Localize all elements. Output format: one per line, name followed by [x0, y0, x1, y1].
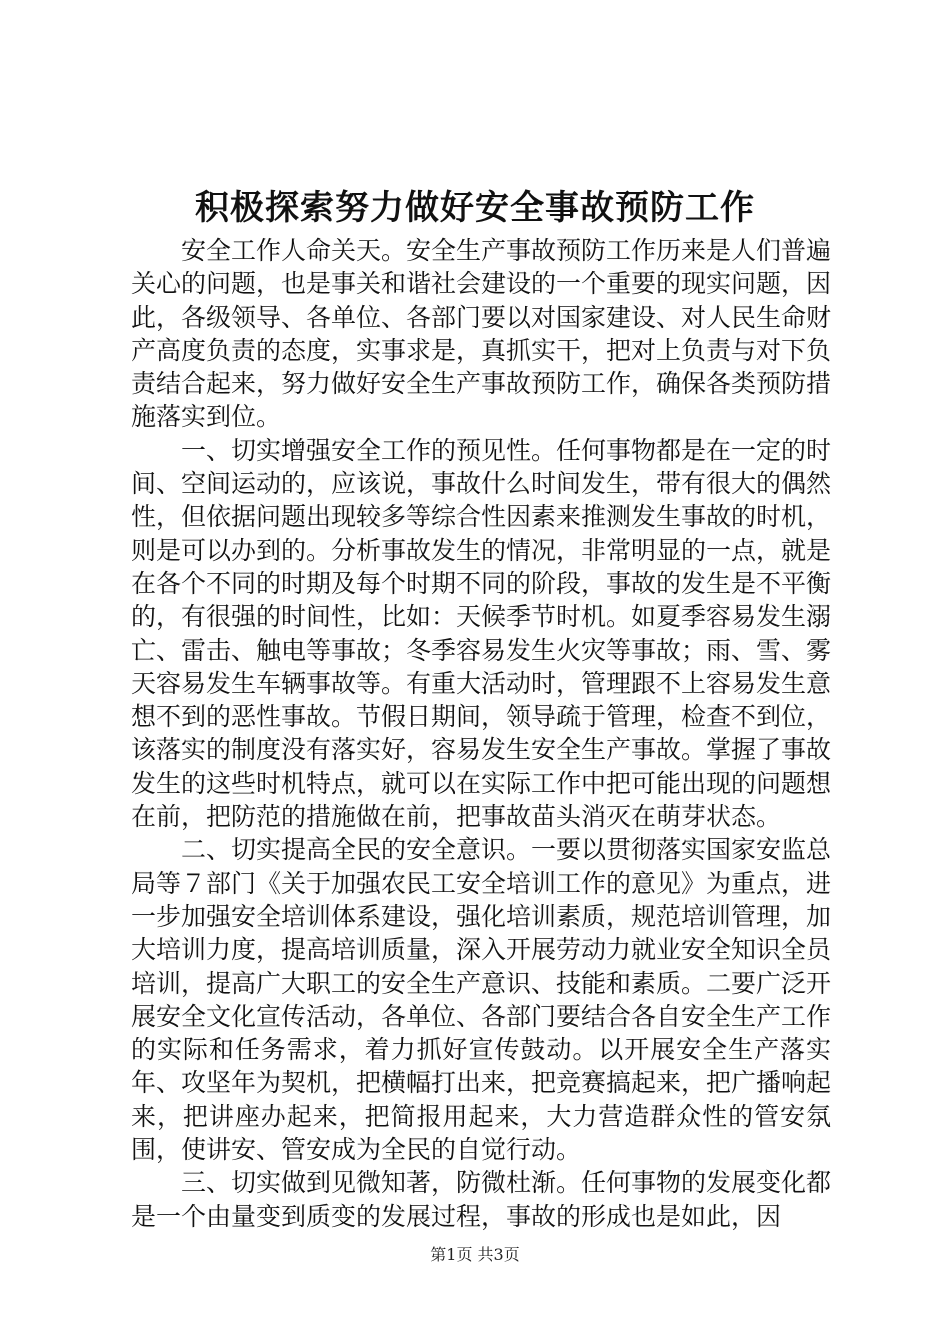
document-body	[131, 234, 831, 1233]
paragraph-section-3: 三、切实做到见微知著，防微杜渐。任何事物的发展变化都是一个由量变到质变的发展过程，事故的形成也是如此，因	[131, 1168, 832, 1231]
paragraph-intro: 安全工作人命关天。安全生产事故预防工作历来是人们普遍关心的问题，也是事关和谐社会建设的一个重要的现实问题，因此，各级领导、各单位、各部门要以对国家建设、对人民生命财产高度负责的态度，实事求是，真抓实干，把对上负责与对下负责结合起来，努力做好安全生产事故预防工作，确保各类预防措施落实到位。	[131, 236, 832, 432]
paragraph-section-2: 二、切实提高全民的安全意识。一要以贯彻落实国家安监总局等７部门《关于加强农民工安全培训工作的意见》为重点，进一步加强安全培训体系建设，强化培训素质，规范培训管理，加大培训力度，提高培训质量，深入开展劳动力就业安全知识全员培训，提高广大职工的安全生产意识、技能和素质。二要广泛开展安全文化宣传活动，各单位、各部门要结合各自安全生产工作的实际和任务需求，着力抓好宣传鼓动。以开展安全生产落实年、攻坚年为契机，把横幅打出来，把竞赛搞起来，把广播响起来，把讲座办起来，把简报用起来，大力营造群众性的管安氛围，使讲安、管安成为全民的自觉行动。	[131, 835, 832, 1165]
paragraph-section-1: 一、切实增强安全工作的预见性。任何事物都是在一定的时间、空间运动的，应该说，事故什么时间发生，带有很大的偶然性，但依据问题出现较多等综合性因素来推测发生事故的时机，则是可以办到的。分析事故发生的情况，非常明显的一点，就是在各个不同的时期及每个时期不同的阶段，事故的发生是不平衡的，有很强的时间性，比如：天候季节时机。如夏季容易发生溺亡、雷击、触电等事故；冬季容易发生火灾等事故；雨、雪、雾天容易发生车辆事故等。有重大活动时，管理跟不上容易发生意想不到的恶性事故。节假日期间，领导疏于管理，检查不到位，该落实的制度没有落实好，容易发生安全生产事故。掌握了事故发生的这些时机特点，就可以在实际工作中把可能出现的问题想在前，把防范的措施做在前，把事故苗头消灭在萌芽状态。	[131, 435, 832, 832]
document-title: 积极探索努力做好安全事故预防工作	[195, 188, 755, 228]
page-number-footer: 第1页 共3页	[430, 1245, 520, 1264]
